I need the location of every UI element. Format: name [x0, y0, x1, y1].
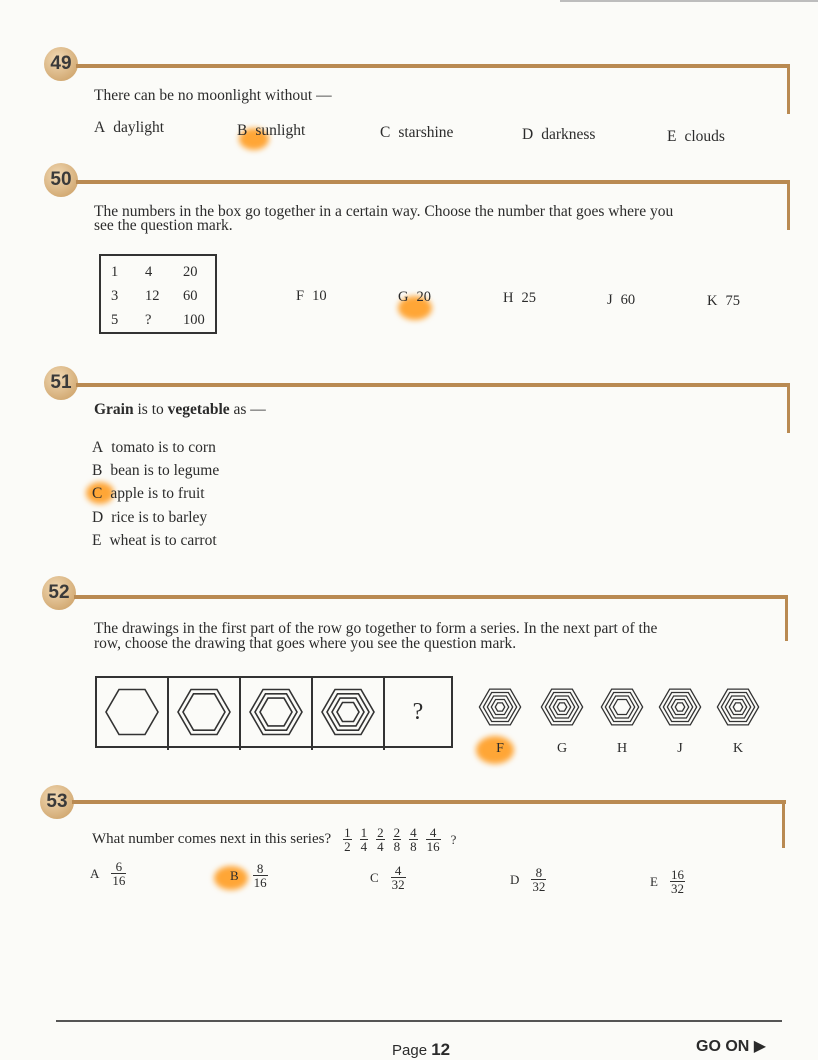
option-53-d[interactable]	[510, 866, 550, 893]
option-letter: G	[398, 289, 409, 305]
stem-term-1: Grain	[94, 401, 134, 418]
option-letter: C	[92, 485, 103, 502]
box-cell: ?	[145, 311, 152, 328]
question-number-52: 52	[42, 576, 76, 610]
option-text: darkness	[541, 126, 596, 143]
question-50-stem-line1: The numbers in the box go together in a certain way. Choose the number that goes where you	[94, 203, 674, 220]
option-text: starshine	[398, 124, 454, 141]
option-49-c[interactable]	[380, 124, 453, 142]
question-53-stem	[92, 826, 456, 853]
question-50-rule-end	[787, 180, 790, 230]
answer-hexagon-k	[708, 680, 768, 734]
option-50-j[interactable]	[607, 292, 635, 309]
series-fraction: $\frac{4}{16}$	[426, 825, 440, 854]
option-50-f[interactable]	[296, 288, 327, 305]
option-49-b[interactable]	[237, 122, 305, 140]
go-on-arrow-icon: ▶	[753, 1038, 767, 1055]
series-question-mark: ?	[450, 831, 457, 847]
question-51-rule	[76, 383, 790, 387]
hexagon-ring	[250, 690, 302, 735]
question-49-stem: There can be no moonlight without —	[94, 87, 332, 104]
option-fraction: $\frac{16}{32}$	[670, 867, 684, 896]
option-51-e[interactable]	[92, 532, 217, 550]
series-hexagon-2	[169, 678, 239, 746]
question-49-rule-end	[787, 64, 790, 114]
box-cell: 3	[111, 287, 119, 304]
option-53-e[interactable]	[650, 868, 689, 895]
hexagon-ring	[663, 693, 696, 722]
answer-hexagon-g	[532, 680, 592, 734]
option-50-g[interactable]	[398, 289, 431, 306]
hexagon-ring	[255, 694, 297, 730]
option-51-c[interactable]	[92, 485, 205, 503]
hexagon-ring	[557, 703, 567, 711]
hexagon-ring	[553, 699, 570, 714]
option-letter: B	[230, 867, 239, 883]
option-letter: G	[556, 741, 568, 756]
option-letter: A	[90, 865, 100, 881]
page-label: Page	[392, 1042, 428, 1059]
hexagon-ring	[613, 699, 630, 714]
option-letter: H	[503, 290, 514, 306]
question-52-stem-line2: row, choose the drawing that goes where you see the question mark.	[94, 635, 517, 652]
hexagon-ring	[721, 693, 754, 722]
question-53-stem-text: What number comes next in this series?	[92, 831, 332, 847]
box-cell: 5	[111, 311, 119, 328]
question-50-stem-line2: see the question mark.	[94, 217, 233, 234]
stem-term-2: vegetable	[167, 401, 230, 418]
question-50-rule	[76, 180, 790, 184]
option-letter: J	[607, 292, 613, 308]
option-letter: K	[732, 741, 744, 756]
hexagon-ring	[327, 694, 369, 730]
hexagon-ring	[178, 690, 230, 735]
option-51-a[interactable]	[92, 439, 216, 457]
hexagon-ring	[671, 699, 688, 714]
option-text: sunlight	[255, 122, 306, 139]
go-on-text: GO ON	[696, 1038, 750, 1055]
series-fraction: $\frac{1}{4}$	[360, 825, 368, 854]
box-cell: 100	[183, 311, 205, 328]
option-letter: E	[667, 128, 677, 145]
series-hexagon-4	[313, 678, 383, 746]
answer-hexagon-h	[592, 680, 652, 734]
option-fraction: $\frac{4}{32}$	[391, 863, 405, 892]
option-53-a[interactable]	[90, 860, 130, 887]
option-52-h[interactable]	[592, 680, 652, 757]
page-number	[392, 1040, 450, 1060]
option-49-a[interactable]	[94, 119, 164, 137]
series-cell	[169, 678, 241, 750]
option-letter: A	[92, 439, 104, 456]
option-51-b[interactable]	[92, 462, 219, 480]
hexagon-ring	[491, 699, 508, 714]
question-49-rule	[76, 64, 790, 68]
hexagon-ring	[545, 693, 578, 722]
question-52-rule-end	[785, 595, 788, 641]
hexagon-ring	[601, 689, 642, 725]
option-text: 10	[312, 288, 327, 304]
hexagon-ring	[495, 703, 505, 711]
option-52-g[interactable]	[532, 680, 592, 757]
option-text: wheat is to carrot	[109, 532, 217, 549]
question-number-53: 53	[40, 785, 74, 819]
series-fraction: $\frac{2}{8}$	[393, 825, 401, 854]
stem-ending: as —	[229, 401, 266, 418]
option-letter: D	[522, 126, 534, 143]
option-text: apple is to fruit	[110, 485, 205, 502]
option-53-b[interactable]	[230, 862, 272, 889]
option-fraction: $\frac{6}{16}$	[112, 859, 126, 888]
top-edge-rule	[560, 0, 818, 2]
hexagon-ring	[605, 693, 638, 722]
option-letter: A	[94, 119, 106, 136]
option-text: 25	[521, 290, 536, 306]
stem-connector: is to	[133, 401, 168, 418]
hexagon-ring	[337, 703, 359, 722]
option-letter: K	[707, 293, 718, 309]
option-49-e[interactable]	[667, 128, 725, 146]
box-cell: 1	[111, 263, 119, 280]
question-53-rule-end	[782, 800, 785, 848]
option-letter: B	[237, 122, 248, 139]
option-50-h[interactable]	[503, 290, 536, 307]
hexagon-ring	[260, 698, 292, 726]
option-letter: D	[510, 871, 520, 887]
hexagon-ring	[717, 689, 758, 725]
hexagon-ring	[183, 694, 225, 730]
box-cell: 4	[145, 263, 153, 280]
series-cell	[313, 678, 385, 750]
series-fraction: $\frac{1}{2}$	[344, 825, 351, 854]
option-50-k[interactable]	[707, 293, 740, 310]
series-fraction: $\frac{4}{8}$	[410, 825, 417, 854]
option-52-f[interactable]	[470, 680, 530, 757]
answer-hexagon-f	[470, 680, 530, 734]
answer-hexagon-j	[650, 680, 710, 734]
option-text: tomato is to corn	[111, 439, 216, 456]
page-number-value: 12	[431, 1040, 451, 1059]
option-52-j[interactable]	[650, 680, 710, 757]
question-51-rule-end	[787, 383, 790, 433]
option-text: daylight	[113, 119, 165, 136]
option-letter: E	[650, 873, 658, 889]
option-fraction: $\frac{8}{32}$	[532, 865, 546, 894]
option-text: 75	[725, 293, 740, 309]
series-hexagon-1	[97, 678, 167, 746]
box-cell: 20	[183, 263, 198, 280]
option-letter: H	[616, 741, 628, 756]
hexagon-ring	[659, 689, 700, 725]
go-on-label	[696, 1036, 766, 1056]
option-text: rice is to barley	[111, 509, 208, 526]
option-letter: D	[92, 509, 104, 526]
option-text: clouds	[684, 128, 725, 145]
series-fraction: $\frac{2}{4}$	[377, 825, 384, 854]
question-number-51: 51	[44, 366, 78, 400]
option-51-d[interactable]	[92, 509, 207, 527]
hexagon-ring	[541, 689, 582, 725]
hexagon-ring	[729, 699, 746, 714]
hexagon-ring	[322, 690, 374, 735]
hexagon-ring	[479, 689, 520, 725]
option-letter: J	[677, 741, 683, 756]
question-51-stem	[94, 402, 266, 417]
hexagon-ring	[733, 703, 743, 711]
series-cell	[97, 678, 169, 750]
option-49-d[interactable]	[522, 126, 595, 144]
question-number-49: 49	[44, 47, 78, 81]
series-strip	[95, 676, 453, 748]
number-box	[99, 254, 217, 334]
option-52-k[interactable]	[708, 680, 768, 757]
question-number-50: 50	[44, 163, 78, 197]
question-53-rule	[72, 800, 786, 804]
option-text: 20	[416, 289, 431, 305]
question-52-stem-line1: The drawings in the first part of the row go together to form a series. In the next part of the	[94, 620, 658, 637]
hexagon-ring	[106, 690, 158, 735]
series-cell	[241, 678, 313, 750]
option-fraction: $\frac{8}{16}$	[253, 861, 267, 890]
option-letter: F	[496, 741, 504, 756]
hexagon-ring	[675, 703, 685, 711]
option-letter: E	[92, 532, 102, 549]
series-question-mark: ?	[412, 699, 424, 725]
option-letter: C	[380, 124, 391, 141]
option-53-c[interactable]	[370, 864, 410, 891]
question-52-rule	[74, 595, 788, 599]
footer-rule	[56, 1020, 782, 1022]
series-hexagon-3	[241, 678, 311, 746]
option-letter: B	[92, 462, 103, 479]
option-letter: C	[370, 869, 379, 885]
option-text: bean is to legume	[110, 462, 220, 479]
option-text: 60	[620, 292, 636, 308]
hexagon-ring	[483, 693, 516, 722]
box-cell: 12	[145, 287, 160, 304]
box-cell: 60	[183, 287, 198, 304]
option-letter: F	[296, 288, 305, 304]
